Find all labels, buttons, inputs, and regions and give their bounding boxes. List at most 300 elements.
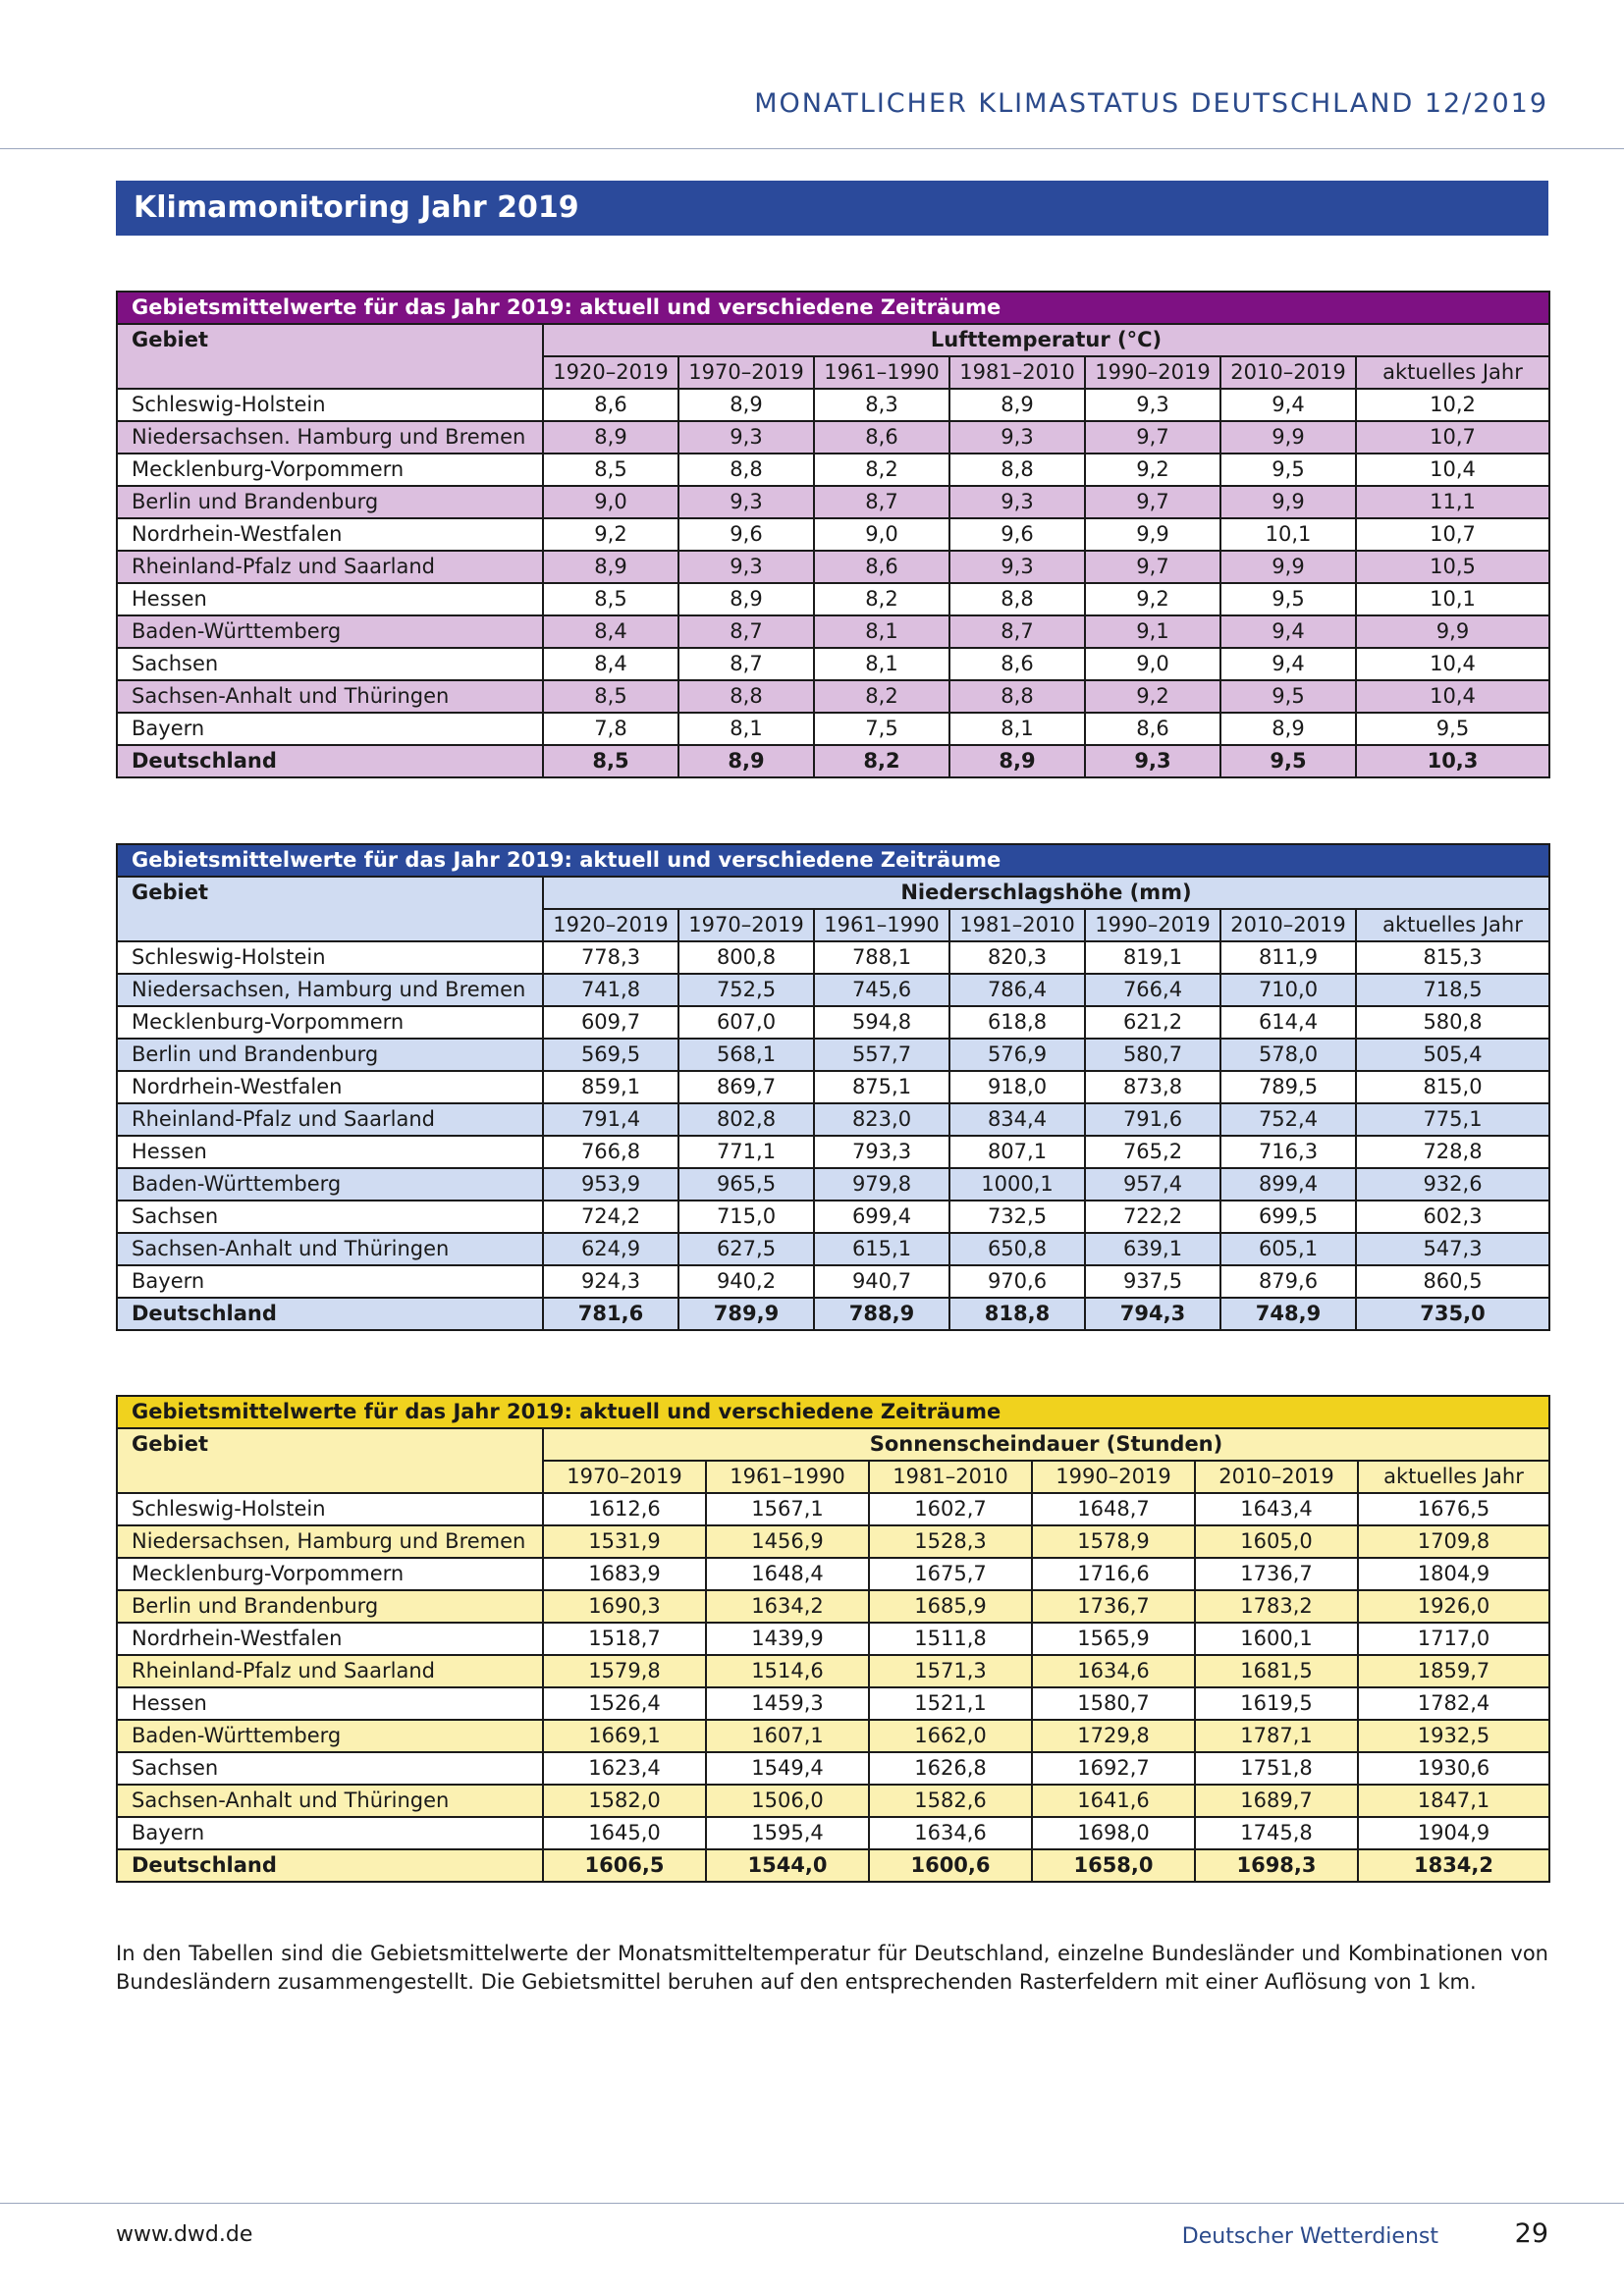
value-cell: 10,3 (1356, 745, 1549, 777)
value-cell: 1930,6 (1358, 1752, 1549, 1785)
value-cell: 569,5 (543, 1039, 678, 1071)
value-cell: 8,1 (814, 648, 949, 680)
value-cell: 9,3 (949, 486, 1085, 518)
value-cell: 1605,0 (1195, 1525, 1358, 1558)
region-cell: Rheinland-Pfalz und Saarland (117, 551, 543, 583)
value-cell: 9,2 (1085, 454, 1220, 486)
period-header: 2010–2019 (1195, 1461, 1358, 1493)
value-cell: 807,1 (949, 1136, 1085, 1168)
value-cell: 1641,6 (1032, 1785, 1195, 1817)
table-row (117, 486, 1549, 518)
value-cell: 9,9 (1356, 615, 1549, 648)
value-cell: 9,0 (814, 518, 949, 551)
value-cell: 775,1 (1356, 1103, 1549, 1136)
measure-header: Niederschlagshöhe (mm) (543, 877, 1549, 909)
table-row (117, 1168, 1549, 1201)
table-row (117, 518, 1549, 551)
value-cell: 10,7 (1356, 518, 1549, 551)
value-cell: 875,1 (814, 1071, 949, 1103)
region-cell: Deutschland (117, 1298, 543, 1330)
value-cell: 1904,9 (1358, 1817, 1549, 1849)
table-caption: Gebietsmittelwerte für das Jahr 2019: aktuell und verschiedene Zeiträume (117, 1396, 1549, 1428)
value-cell: 924,3 (543, 1265, 678, 1298)
value-cell: 8,7 (678, 615, 814, 648)
region-cell: Berlin und Brandenburg (117, 1039, 543, 1071)
value-cell: 9,5 (1220, 680, 1356, 713)
value-cell: 8,9 (678, 389, 814, 421)
region-cell: Schleswig-Holstein (117, 941, 543, 974)
value-cell: 789,5 (1220, 1071, 1356, 1103)
value-cell: 8,7 (678, 648, 814, 680)
value-cell: 1514,6 (706, 1655, 869, 1687)
value-cell: 815,3 (1356, 941, 1549, 974)
table-row (117, 1525, 1549, 1558)
region-cell: Deutschland (117, 1849, 543, 1882)
value-cell: 9,3 (678, 421, 814, 454)
table-row (117, 1265, 1549, 1298)
value-cell: 859,1 (543, 1071, 678, 1103)
table-row (117, 974, 1549, 1006)
value-cell: 1698,3 (1195, 1849, 1358, 1882)
period-header: 2010–2019 (1220, 356, 1356, 389)
value-cell: 1634,6 (869, 1817, 1032, 1849)
table-row (117, 454, 1549, 486)
value-cell: 735,0 (1356, 1298, 1549, 1330)
value-cell: 10,4 (1356, 648, 1549, 680)
value-cell: 899,4 (1220, 1168, 1356, 1201)
value-cell: 8,9 (678, 583, 814, 615)
region-cell: Sachsen (117, 1752, 543, 1785)
value-cell: 1783,2 (1195, 1590, 1358, 1623)
value-cell: 752,4 (1220, 1103, 1356, 1136)
value-cell: 1623,4 (543, 1752, 706, 1785)
value-cell: 800,8 (678, 941, 814, 974)
value-cell: 9,2 (1085, 680, 1220, 713)
value-cell: 1676,5 (1358, 1493, 1549, 1525)
region-cell: Mecklenburg-Vorpommern (117, 1006, 543, 1039)
period-header: 1970–2019 (543, 1461, 706, 1493)
region-cell: Berlin und Brandenburg (117, 486, 543, 518)
value-cell: 1634,2 (706, 1590, 869, 1623)
value-cell: 1571,3 (869, 1655, 1032, 1687)
table-row (117, 389, 1549, 421)
period-header: aktuelles Jahr (1356, 909, 1549, 941)
value-cell: 1000,1 (949, 1168, 1085, 1201)
value-cell: 818,8 (949, 1298, 1085, 1330)
value-cell: 9,3 (949, 551, 1085, 583)
value-cell: 716,3 (1220, 1136, 1356, 1168)
value-cell: 1600,6 (869, 1849, 1032, 1882)
region-cell: Niedersachsen, Hamburg und Bremen (117, 1525, 543, 1558)
value-cell: 834,4 (949, 1103, 1085, 1136)
value-cell: 8,4 (543, 615, 678, 648)
value-cell: 8,9 (949, 389, 1085, 421)
value-cell: 748,9 (1220, 1298, 1356, 1330)
value-cell: 1521,1 (869, 1687, 1032, 1720)
value-cell: 1511,8 (869, 1623, 1032, 1655)
value-cell: 8,1 (949, 713, 1085, 745)
value-cell: 1717,0 (1358, 1623, 1549, 1655)
value-cell: 9,1 (1085, 615, 1220, 648)
value-cell: 823,0 (814, 1103, 949, 1136)
value-cell: 819,1 (1085, 941, 1220, 974)
value-cell: 1645,0 (543, 1817, 706, 1849)
gebiet-header: Gebiet (117, 1428, 543, 1493)
value-cell: 9,5 (1220, 745, 1356, 777)
region-cell: Nordrhein-Westfalen (117, 518, 543, 551)
value-cell: 10,7 (1356, 421, 1549, 454)
period-header: 1961–1990 (814, 909, 949, 941)
region-cell: Rheinland-Pfalz und Saarland (117, 1103, 543, 1136)
value-cell: 1626,8 (869, 1752, 1032, 1785)
value-cell: 766,4 (1085, 974, 1220, 1006)
value-cell: 788,9 (814, 1298, 949, 1330)
value-cell: 794,3 (1085, 1298, 1220, 1330)
value-cell: 576,9 (949, 1039, 1085, 1071)
value-cell: 11,1 (1356, 486, 1549, 518)
value-cell: 8,9 (1220, 713, 1356, 745)
value-cell: 718,5 (1356, 974, 1549, 1006)
table-row (117, 1752, 1549, 1785)
value-cell: 8,8 (949, 454, 1085, 486)
value-cell: 9,0 (543, 486, 678, 518)
period-header: 1990–2019 (1085, 909, 1220, 941)
value-cell: 8,8 (678, 680, 814, 713)
gebiet-header: Gebiet (117, 877, 543, 941)
value-cell: 615,1 (814, 1233, 949, 1265)
precipitation-table (116, 843, 1550, 1331)
value-cell: 869,7 (678, 1071, 814, 1103)
value-cell: 1782,4 (1358, 1687, 1549, 1720)
table-row (117, 941, 1549, 974)
value-cell: 811,9 (1220, 941, 1356, 974)
table-row (117, 1006, 1549, 1039)
document-header-title: MONATLICHER KLIMASTATUS DEUTSCHLAND 12/2019 (754, 88, 1548, 119)
region-cell: Niedersachsen, Hamburg und Bremen (117, 974, 543, 1006)
table-row (117, 1493, 1549, 1525)
value-cell: 602,3 (1356, 1201, 1549, 1233)
value-cell: 791,4 (543, 1103, 678, 1136)
value-cell: 1669,1 (543, 1720, 706, 1752)
value-cell: 1567,1 (706, 1493, 869, 1525)
value-cell: 1675,7 (869, 1558, 1032, 1590)
value-cell: 1580,7 (1032, 1687, 1195, 1720)
footer-organization: Deutscher Wetterdienst (1181, 2224, 1438, 2249)
value-cell: 9,9 (1220, 486, 1356, 518)
table-caption: Gebietsmittelwerte für das Jahr 2019: aktuell und verschiedene Zeiträume (117, 292, 1549, 324)
value-cell: 1787,1 (1195, 1720, 1358, 1752)
value-cell: 957,4 (1085, 1168, 1220, 1201)
value-cell: 9,9 (1085, 518, 1220, 551)
region-cell: Sachsen (117, 648, 543, 680)
value-cell: 9,4 (1220, 648, 1356, 680)
value-cell: 710,0 (1220, 974, 1356, 1006)
value-cell: 568,1 (678, 1039, 814, 1071)
value-cell: 1600,1 (1195, 1623, 1358, 1655)
value-cell: 9,5 (1220, 583, 1356, 615)
value-cell: 1859,7 (1358, 1655, 1549, 1687)
table-row (117, 1817, 1549, 1849)
value-cell: 8,8 (949, 680, 1085, 713)
value-cell: 8,2 (814, 745, 949, 777)
value-cell: 9,2 (1085, 583, 1220, 615)
value-cell: 781,6 (543, 1298, 678, 1330)
value-cell: 1658,0 (1032, 1849, 1195, 1882)
value-cell: 9,3 (1085, 745, 1220, 777)
value-cell: 1932,5 (1358, 1720, 1549, 1752)
value-cell: 9,3 (678, 486, 814, 518)
value-cell: 605,1 (1220, 1233, 1356, 1265)
value-cell: 609,7 (543, 1006, 678, 1039)
value-cell: 9,5 (1220, 454, 1356, 486)
value-cell: 1716,6 (1032, 1558, 1195, 1590)
table-row (117, 421, 1549, 454)
value-cell: 1681,5 (1195, 1655, 1358, 1687)
value-cell: 1648,4 (706, 1558, 869, 1590)
value-cell: 8,3 (814, 389, 949, 421)
value-cell: 547,3 (1356, 1233, 1549, 1265)
value-cell: 765,2 (1085, 1136, 1220, 1168)
value-cell: 8,4 (543, 648, 678, 680)
value-cell: 953,9 (543, 1168, 678, 1201)
value-cell: 1606,5 (543, 1849, 706, 1882)
region-cell: Sachsen-Anhalt und Thüringen (117, 1785, 543, 1817)
value-cell: 1736,7 (1195, 1558, 1358, 1590)
value-cell: 1847,1 (1358, 1785, 1549, 1817)
value-cell: 9,6 (949, 518, 1085, 551)
table-row (117, 713, 1549, 745)
value-cell: 722,2 (1085, 1201, 1220, 1233)
period-header: aktuelles Jahr (1358, 1461, 1549, 1493)
value-cell: 9,4 (1220, 615, 1356, 648)
value-cell: 8,7 (949, 615, 1085, 648)
table-row (117, 1233, 1549, 1265)
value-cell: 8,2 (814, 454, 949, 486)
region-cell: Berlin und Brandenburg (117, 1590, 543, 1623)
value-cell: 1643,4 (1195, 1493, 1358, 1525)
value-cell: 1578,9 (1032, 1525, 1195, 1558)
value-cell: 10,1 (1220, 518, 1356, 551)
period-header: 2010–2019 (1220, 909, 1356, 941)
value-cell: 618,8 (949, 1006, 1085, 1039)
value-cell: 815,0 (1356, 1071, 1549, 1103)
gebiet-header: Gebiet (117, 324, 543, 389)
value-cell: 1751,8 (1195, 1752, 1358, 1785)
period-header: 1970–2019 (678, 909, 814, 941)
value-cell: 594,8 (814, 1006, 949, 1039)
value-cell: 8,9 (678, 745, 814, 777)
period-header: 1961–1990 (706, 1461, 869, 1493)
region-cell: Nordrhein-Westfalen (117, 1623, 543, 1655)
value-cell: 9,3 (949, 421, 1085, 454)
region-cell: Baden-Württemberg (117, 615, 543, 648)
value-cell: 715,0 (678, 1201, 814, 1233)
value-cell: 937,5 (1085, 1265, 1220, 1298)
value-cell: 8,5 (543, 680, 678, 713)
value-cell: 8,9 (543, 551, 678, 583)
value-cell: 607,0 (678, 1006, 814, 1039)
value-cell: 1709,8 (1358, 1525, 1549, 1558)
value-cell: 9,9 (1220, 551, 1356, 583)
region-cell: Baden-Württemberg (117, 1168, 543, 1201)
value-cell: 873,8 (1085, 1071, 1220, 1103)
value-cell: 505,4 (1356, 1039, 1549, 1071)
value-cell: 732,5 (949, 1201, 1085, 1233)
region-cell: Hessen (117, 1687, 543, 1720)
period-header: 1961–1990 (814, 356, 949, 389)
value-cell: 8,1 (814, 615, 949, 648)
table-row (117, 648, 1549, 680)
value-cell: 639,1 (1085, 1233, 1220, 1265)
value-cell: 1662,0 (869, 1720, 1032, 1752)
region-cell: Baden-Württemberg (117, 1720, 543, 1752)
value-cell: 8,6 (1085, 713, 1220, 745)
value-cell: 8,6 (949, 648, 1085, 680)
total-row (117, 745, 1549, 777)
value-cell: 8,5 (543, 583, 678, 615)
value-cell: 627,5 (678, 1233, 814, 1265)
footnote-text: In den Tabellen sind die Gebietsmittelwerte der Monatsmitteltemperatur für Deutschland, einzelne Bundesländer und Kombinationen von Bundesländern zusammengestellt. Die Gebietsmittel beruhen auf den entsprechenden Rasterfeldern mit einer Auflösung von 1 km. (116, 1942, 1548, 1994)
value-cell: 745,6 (814, 974, 949, 1006)
value-cell: 9,7 (1085, 421, 1220, 454)
value-cell: 771,1 (678, 1136, 814, 1168)
value-cell: 580,7 (1085, 1039, 1220, 1071)
value-cell: 918,0 (949, 1071, 1085, 1103)
value-cell: 9,0 (1085, 648, 1220, 680)
table-caption: Gebietsmittelwerte für das Jahr 2019: aktuell und verschiedene Zeiträume (117, 844, 1549, 877)
page-number: 29 (1514, 2218, 1548, 2249)
region-cell: Sachsen-Anhalt und Thüringen (117, 1233, 543, 1265)
value-cell: 624,9 (543, 1233, 678, 1265)
region-cell: Sachsen (117, 1201, 543, 1233)
value-cell: 8,2 (814, 583, 949, 615)
value-cell: 1683,9 (543, 1558, 706, 1590)
region-cell: Schleswig-Holstein (117, 1493, 543, 1525)
value-cell: 1745,8 (1195, 1817, 1358, 1849)
value-cell: 8,1 (678, 713, 814, 745)
value-cell: 1692,7 (1032, 1752, 1195, 1785)
value-cell: 8,9 (949, 745, 1085, 777)
value-cell: 766,8 (543, 1136, 678, 1168)
value-cell: 1549,4 (706, 1752, 869, 1785)
value-cell: 8,6 (814, 421, 949, 454)
region-cell: Hessen (117, 583, 543, 615)
value-cell: 970,6 (949, 1265, 1085, 1298)
header-divider (0, 148, 1624, 149)
value-cell: 940,7 (814, 1265, 949, 1298)
value-cell: 979,8 (814, 1168, 949, 1201)
period-header: 1920–2019 (543, 356, 678, 389)
value-cell: 1834,2 (1358, 1849, 1549, 1882)
footer-url-link[interactable]: www.dwd.de (116, 2222, 253, 2247)
value-cell: 1459,3 (706, 1687, 869, 1720)
value-cell: 778,3 (543, 941, 678, 974)
value-cell: 8,5 (543, 454, 678, 486)
value-cell: 1804,9 (1358, 1558, 1549, 1590)
period-header: aktuelles Jahr (1356, 356, 1549, 389)
value-cell: 1579,8 (543, 1655, 706, 1687)
value-cell: 8,6 (543, 389, 678, 421)
region-cell: Nordrhein-Westfalen (117, 1071, 543, 1103)
table-row (117, 1687, 1549, 1720)
table-row (117, 1655, 1549, 1687)
value-cell: 802,8 (678, 1103, 814, 1136)
value-cell: 820,3 (949, 941, 1085, 974)
table-row (117, 583, 1549, 615)
region-cell: Bayern (117, 713, 543, 745)
value-cell: 1526,4 (543, 1687, 706, 1720)
value-cell: 9,3 (678, 551, 814, 583)
period-header: 1990–2019 (1085, 356, 1220, 389)
value-cell: 7,8 (543, 713, 678, 745)
value-cell: 8,8 (949, 583, 1085, 615)
value-cell: 8,8 (678, 454, 814, 486)
value-cell: 699,5 (1220, 1201, 1356, 1233)
region-cell: Rheinland-Pfalz und Saarland (117, 1655, 543, 1687)
value-cell: 580,8 (1356, 1006, 1549, 1039)
value-cell: 1439,9 (706, 1623, 869, 1655)
value-cell: 699,4 (814, 1201, 949, 1233)
region-cell: Deutschland (117, 745, 543, 777)
value-cell: 8,7 (814, 486, 949, 518)
value-cell: 9,7 (1085, 551, 1220, 583)
value-cell: 788,1 (814, 941, 949, 974)
value-cell: 1528,3 (869, 1525, 1032, 1558)
value-cell: 9,3 (1085, 389, 1220, 421)
measure-header: Sonnenscheindauer (Stunden) (543, 1428, 1549, 1461)
period-header: 1981–2010 (949, 356, 1085, 389)
value-cell: 1456,9 (706, 1525, 869, 1558)
value-cell: 728,8 (1356, 1136, 1549, 1168)
region-cell: Bayern (117, 1265, 543, 1298)
value-cell: 786,4 (949, 974, 1085, 1006)
region-cell: Mecklenburg-Vorpommern (117, 1558, 543, 1590)
value-cell: 1698,0 (1032, 1817, 1195, 1849)
value-cell: 1634,6 (1032, 1655, 1195, 1687)
value-cell: 8,6 (814, 551, 949, 583)
table-row (117, 1136, 1549, 1168)
value-cell: 8,5 (543, 745, 678, 777)
value-cell: 1648,7 (1032, 1493, 1195, 1525)
value-cell: 932,6 (1356, 1168, 1549, 1201)
value-cell: 578,0 (1220, 1039, 1356, 1071)
value-cell: 10,4 (1356, 680, 1549, 713)
section-title: Klimamonitoring Jahr 2019 (116, 181, 1548, 236)
value-cell: 10,4 (1356, 454, 1549, 486)
value-cell: 8,9 (543, 421, 678, 454)
value-cell: 9,6 (678, 518, 814, 551)
period-header: 1981–2010 (949, 909, 1085, 941)
table-row (117, 551, 1549, 583)
value-cell: 650,8 (949, 1233, 1085, 1265)
value-cell: 10,2 (1356, 389, 1549, 421)
table-row (117, 1623, 1549, 1655)
value-cell: 1729,8 (1032, 1720, 1195, 1752)
value-cell: 752,5 (678, 974, 814, 1006)
value-cell: 1565,9 (1032, 1623, 1195, 1655)
value-cell: 9,4 (1220, 389, 1356, 421)
table-row (117, 1720, 1549, 1752)
value-cell: 1518,7 (543, 1623, 706, 1655)
value-cell: 1531,9 (543, 1525, 706, 1558)
value-cell: 7,5 (814, 713, 949, 745)
value-cell: 621,2 (1085, 1006, 1220, 1039)
value-cell: 1602,7 (869, 1493, 1032, 1525)
value-cell: 791,6 (1085, 1103, 1220, 1136)
value-cell: 860,5 (1356, 1265, 1549, 1298)
value-cell: 1544,0 (706, 1849, 869, 1882)
sunshine-table (116, 1395, 1550, 1883)
